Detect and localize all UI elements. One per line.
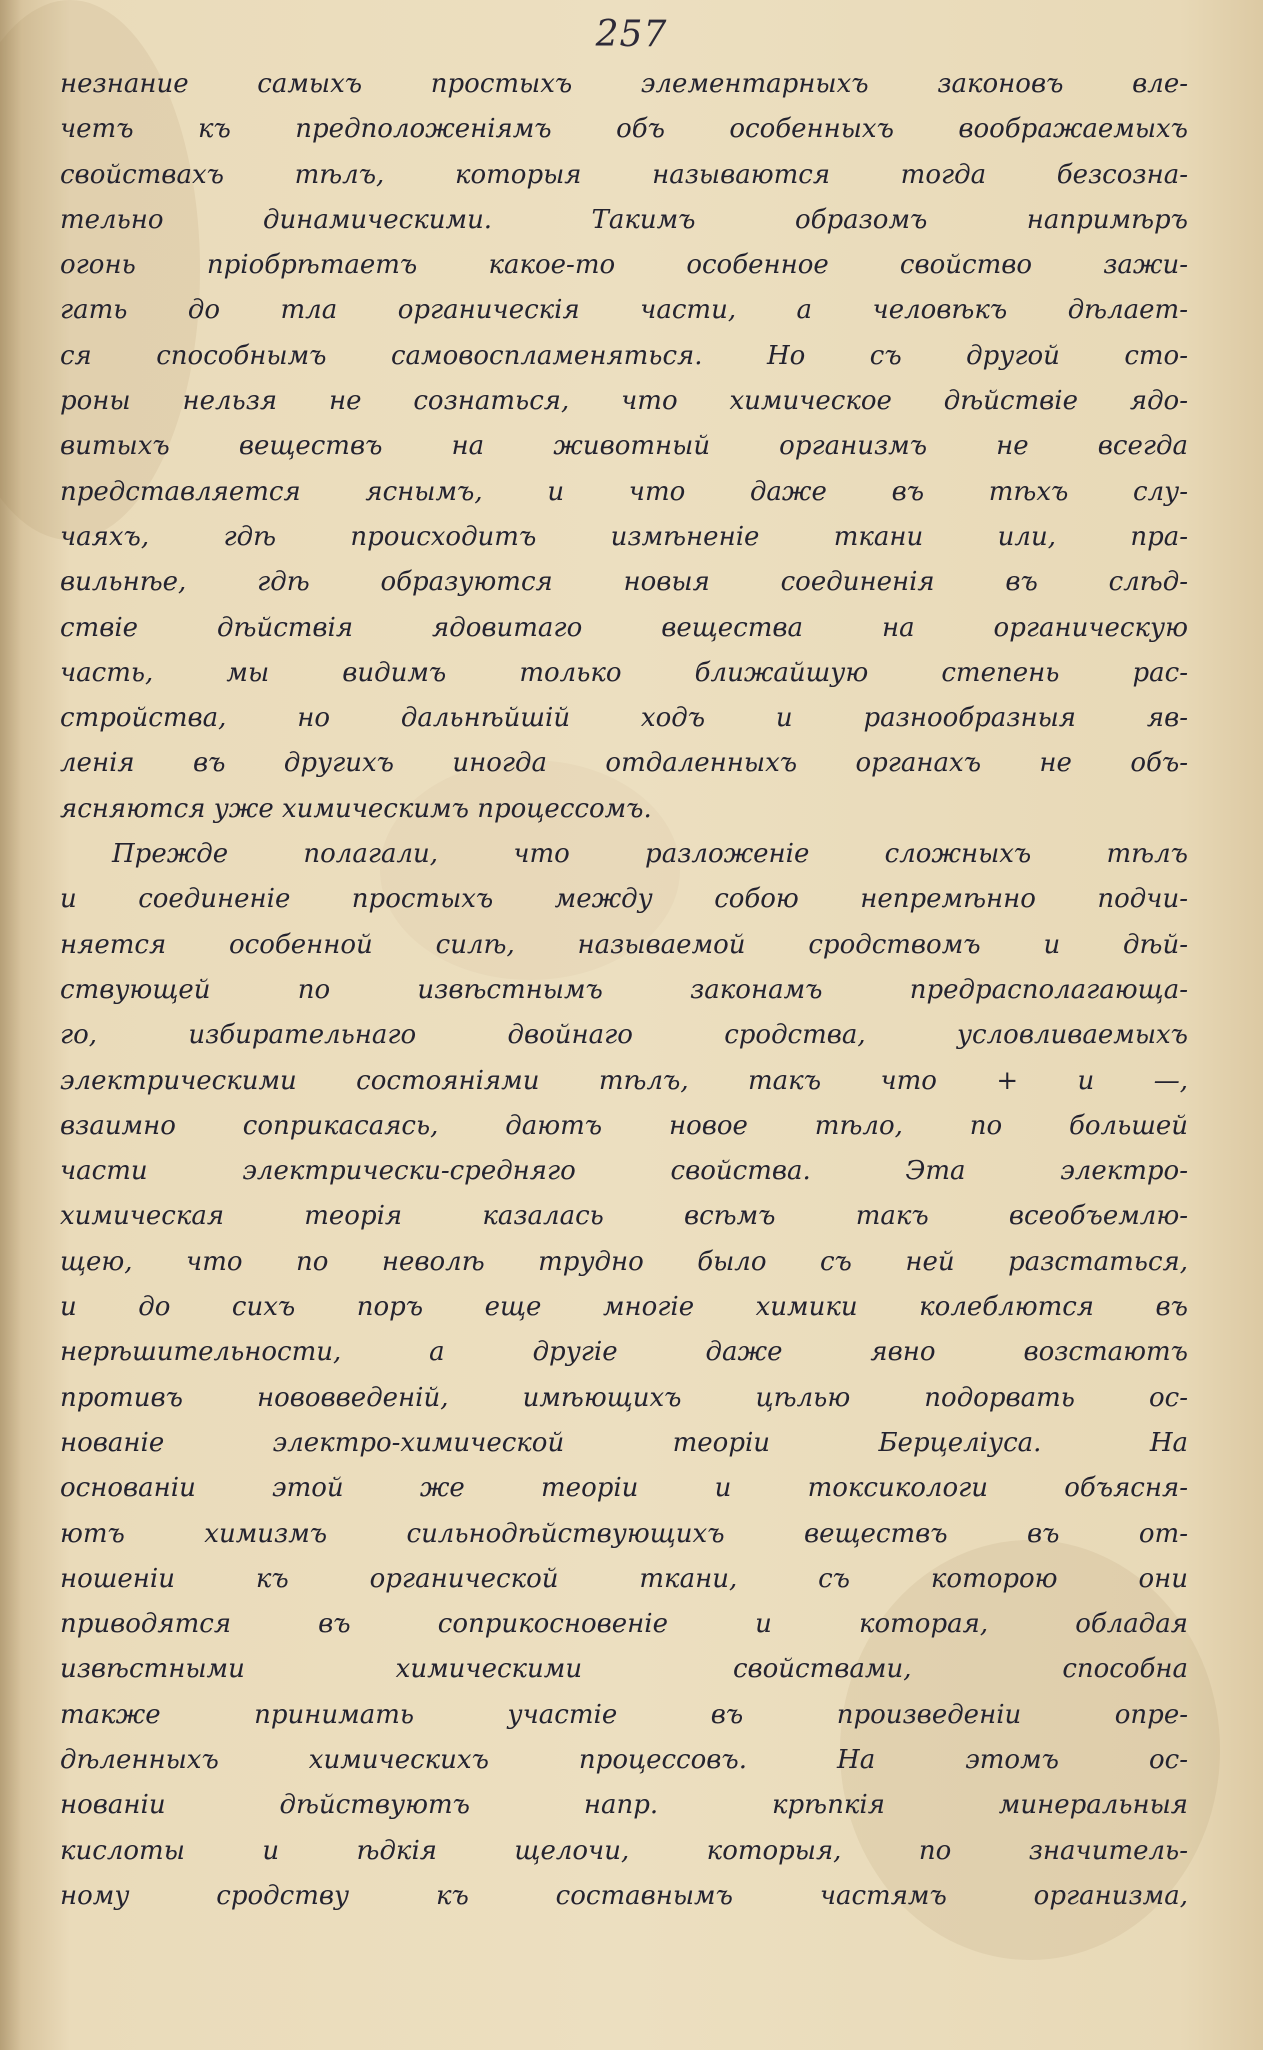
text-line: ношеніи къ органической ткани, съ которою они [60, 1563, 1188, 1594]
handwritten-text [60, 62, 1188, 1919]
text-line: тельно динамическими. Такимъ образомъ напримѣръ [60, 204, 1188, 235]
text-line: ленія въ другихъ иногда отдаленныхъ органахъ не объ- [60, 748, 1188, 779]
text-line: часть, мы видимъ только ближайшую степень рас- [60, 657, 1188, 688]
text-line: щею, что по неволѣ трудно было съ ней разстаться, [60, 1246, 1188, 1277]
text-line: основаніи этой же теоріи и токсикологи объясня- [60, 1473, 1188, 1504]
text-line: ствующей по извѣстнымъ законамъ предрасполагающа- [60, 974, 1188, 1005]
text-line: ютъ химизмъ сильнодѣйствующихъ веществъ въ от- [60, 1518, 1188, 1549]
text-line: чаяхъ, гдѣ происходитъ измѣненіе ткани или, пра- [60, 521, 1188, 552]
text-line: нованіе электро-химической теоріи Берцеліуса. На [60, 1427, 1188, 1458]
text-line: нерѣшительности, а другіе даже явно возстаютъ [60, 1337, 1188, 1368]
text-line: незнание самыхъ простыхъ элементарныхъ законовъ вле- [60, 69, 1188, 99]
text-line: го, избирательнаго двойнаго сродства, условливаемыхъ [60, 1020, 1188, 1051]
text-line: ствіе дѣйствія ядовитаго вещества на органическую [60, 612, 1188, 643]
text-line: свойствахъ тѣлъ, которыя называются тогда безсозна- [60, 159, 1188, 190]
text-line: четъ къ предположеніямъ объ особенныхъ воображаемыхъ [60, 114, 1188, 145]
text-line: и соединеніе простыхъ между собою непремѣнно подчи- [60, 884, 1188, 915]
text-line: представляется яснымъ, и что даже въ тѣхъ слу- [60, 476, 1188, 507]
text-line: части электрически-средняго свойства. Эта электро- [60, 1156, 1188, 1187]
text-line: нованіи дѣйствуютъ напр. крѣпкія минеральныя [60, 1790, 1188, 1821]
text-line: Прежде полагали, что разложеніе сложныхъ тѣлъ [112, 839, 1188, 870]
text-line: ся способнымъ самовоспламеняться. Но съ другой сто- [60, 340, 1188, 371]
text-line: извѣстными химическими свойствами, способна [60, 1654, 1188, 1685]
text-line: химическая теорія казалась всѣмъ такъ всеобъемлю- [60, 1201, 1188, 1232]
text-line: огонь пріобрѣтаетъ какое-то особенное свойство зажи- [60, 250, 1188, 281]
text-line: витыхъ веществъ на животный организмъ не всегда [60, 431, 1188, 462]
text-line: взаимно соприкасаясь, даютъ новое тѣло, по большей [60, 1110, 1188, 1141]
text-line: няется особенной силѣ, называемой сродствомъ и дѣй- [60, 929, 1188, 960]
text-line: гать до тла органическія части, а человѣкъ дѣлает- [60, 295, 1188, 326]
text-line: ясняются уже химическимъ процессомъ. [60, 793, 652, 824]
page-number: 257 [595, 14, 668, 55]
text-line: роны нельзя не сознаться, что химическое дѣйствіе ядо- [60, 386, 1188, 417]
text-line: также принимать участіе въ произведеніи опре- [60, 1699, 1188, 1730]
text-line: и до сихъ поръ еще многіе химики колеблются въ [60, 1292, 1188, 1323]
paragraph-2 [60, 832, 1188, 1919]
text-line: стройства, но дальнѣйшій ходъ и разнообразныя яв- [60, 703, 1188, 734]
text-line: приводятся въ соприкосновеніе и которая, обладая [60, 1609, 1188, 1640]
text-line: противъ нововведеній, имѣющихъ цѣлью подорвать ос- [60, 1382, 1188, 1413]
text-line: вильнѣе, гдѣ образуются новыя соединенія въ слѣд- [60, 567, 1188, 598]
text-line: дѣленныхъ химическихъ процессовъ. На этомъ ос- [60, 1744, 1188, 1775]
text-line: кислоты и ѣдкія щелочи, которыя, по значитель- [60, 1835, 1188, 1866]
text-line: ному сродству къ составнымъ частямъ организма, [60, 1880, 1188, 1911]
text-line: электрическими состояніями тѣлъ, такъ что + и —, [60, 1065, 1188, 1096]
paragraph-1 [60, 62, 1188, 832]
